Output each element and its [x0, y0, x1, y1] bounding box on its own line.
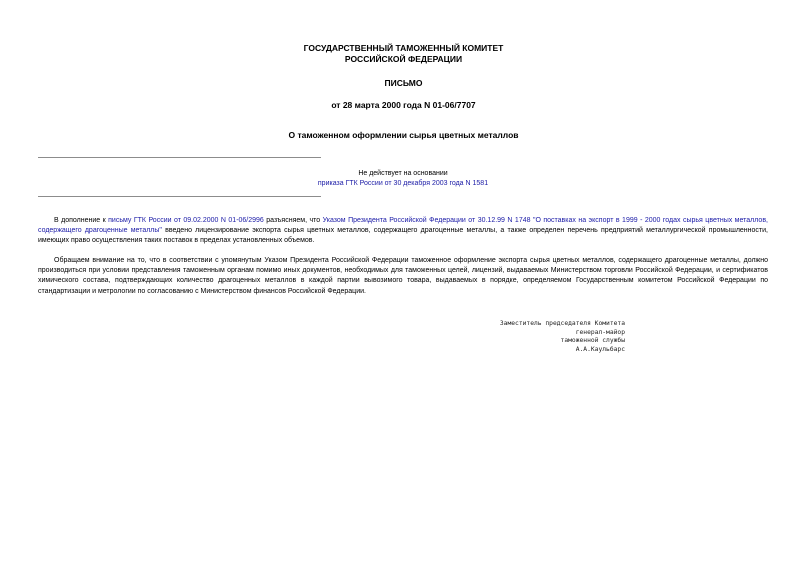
- org-title: [0, 43, 807, 65]
- paragraph-2: Обращаем внимание на то, что в соответствии с упомянутым Указом Президента Российской Федерации таможенное оформление экспорта сырья цветных металлов, содержащего драгоценные металлы, должно производиться при условии представления таможенным органам помимо иных документов, необходимых для таможенных целей, лицензий, выдаваемых Министерством торговли Российской Федерации, и сертификатов химического состава, подтверждающих количество драгоценных металлов в каждой партии вывозимого товара, выдаваемых в порядке, определяемом Государственным комитетом Российской Федерации по стандартизации и метрологии по согласованию с Министерством финансов Российской Федерации.: [38, 257, 768, 295]
- divider-bottom: [38, 196, 321, 197]
- org-line-1: ГОСУДАРСТВЕННЫЙ ТАМОЖЕННЫЙ КОМИТЕТ: [303, 43, 504, 53]
- signature-block: [440, 320, 625, 354]
- divider-top: [38, 157, 321, 158]
- doc-subject: О таможенном оформлении сырья цветных металлов: [288, 130, 519, 140]
- paragraph-1-text-c: введено лицензирование экспорта сырья цветных металлов, содержащего драгоценные металлы, а также определен перечень предприятий металлургической промышленности, имеющих право осуществления таких поставок в пределах установленных объемов.: [38, 227, 768, 245]
- status-text: Не действует на основании: [358, 170, 448, 177]
- signature-line-3: таможенной службы: [560, 337, 625, 345]
- status-link[interactable]: приказа ГТК России от 30 декабря 2003 года N 1581: [317, 180, 489, 187]
- paragraph-1-text-b: разъясняем, что: [263, 217, 323, 224]
- signature-line-4: А.А.Каульбарс: [575, 345, 625, 353]
- doc-type: ПИСЬМО: [384, 78, 423, 88]
- paragraph-1-text-a: В дополнение к: [54, 217, 109, 224]
- doc-date: от 28 марта 2000 года N 01-06/7707: [331, 100, 476, 110]
- signature-line-2: генерал-майор: [575, 328, 625, 336]
- signature-line-1: Заместитель председателя Комитета: [499, 320, 625, 327]
- link-president-decree[interactable]: Указом Президента Российской Федерации от 30.12.99 N 1748 "О поставках на экспорт в 1999 - 2000 годах сырья цветных металлов, содержащего драгоценные металлы": [38, 217, 768, 235]
- link-gtk-letter[interactable]: письму ГТК России от 09.02.2000 N 01-06/2996: [108, 217, 264, 224]
- org-line-2: РОССИЙСКОЙ ФЕДЕРАЦИИ: [344, 54, 463, 64]
- status-note: [300, 169, 506, 189]
- paragraph-1: [38, 216, 768, 247]
